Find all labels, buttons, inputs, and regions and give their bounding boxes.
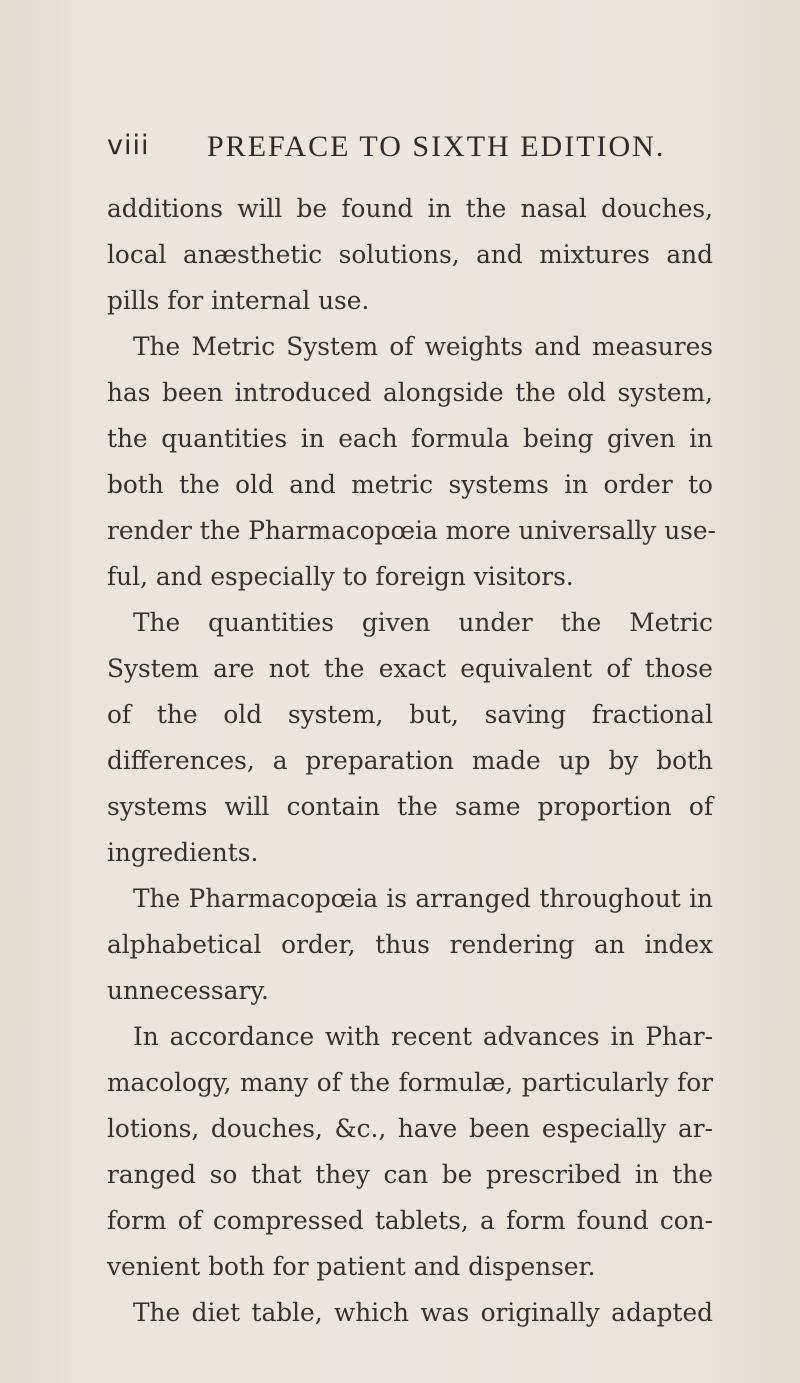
page-header xyxy=(107,130,727,170)
text-line: The quantities given under the Metric xyxy=(133,608,713,637)
text-line: both the old and metric systems in order to xyxy=(107,470,713,499)
text-line: ful, and especially to foreign visitors. xyxy=(107,562,574,591)
text-line: System are not the exact equivalent of those xyxy=(107,654,713,683)
text-line: The Pharmacopœia is arranged throughout in xyxy=(133,884,713,913)
text-line: venient both for patient and dispenser. xyxy=(107,1252,596,1281)
text-line: has been introduced alongside the old system, xyxy=(107,378,713,407)
text-line: local anæsthetic solutions, and mixtures and xyxy=(107,240,713,269)
text-line: the quantities in each formula being given in xyxy=(107,424,713,453)
text-line: The Metric System of weights and measures xyxy=(133,332,713,361)
text-line: unnecessary. xyxy=(107,976,269,1005)
text-line: pills for internal use. xyxy=(107,286,370,315)
page-number: viii xyxy=(107,130,150,161)
text-line: macology, many of the formulæ, particularly for xyxy=(107,1068,713,1097)
text-line: ranged so that they can be prescribed in the xyxy=(107,1160,713,1189)
text-line: alphabetical order, thus rendering an index xyxy=(107,930,713,959)
text-line: In accordance with recent advances in Phar- xyxy=(133,1022,713,1051)
text-line: additions will be found in the nasal douches, xyxy=(107,194,713,223)
text-line: render the Pharmacopœia more universally use- xyxy=(107,516,716,545)
running-head: PREFACE TO SIXTH EDITION. xyxy=(207,130,666,163)
text-line: ingredients. xyxy=(107,838,259,867)
text-line: lotions, douches, &c., have been especially ar- xyxy=(107,1114,713,1143)
text-line: The diet table, which was originally adapted xyxy=(133,1298,713,1327)
body-text xyxy=(107,186,716,1336)
text-line: form of compressed tablets, a form found con- xyxy=(107,1206,713,1235)
text-line: systems will contain the same proportion of xyxy=(107,792,713,821)
text-line: of the old system, but, saving fractional xyxy=(107,700,713,729)
text-line: differences, a preparation made up by both xyxy=(107,746,713,775)
